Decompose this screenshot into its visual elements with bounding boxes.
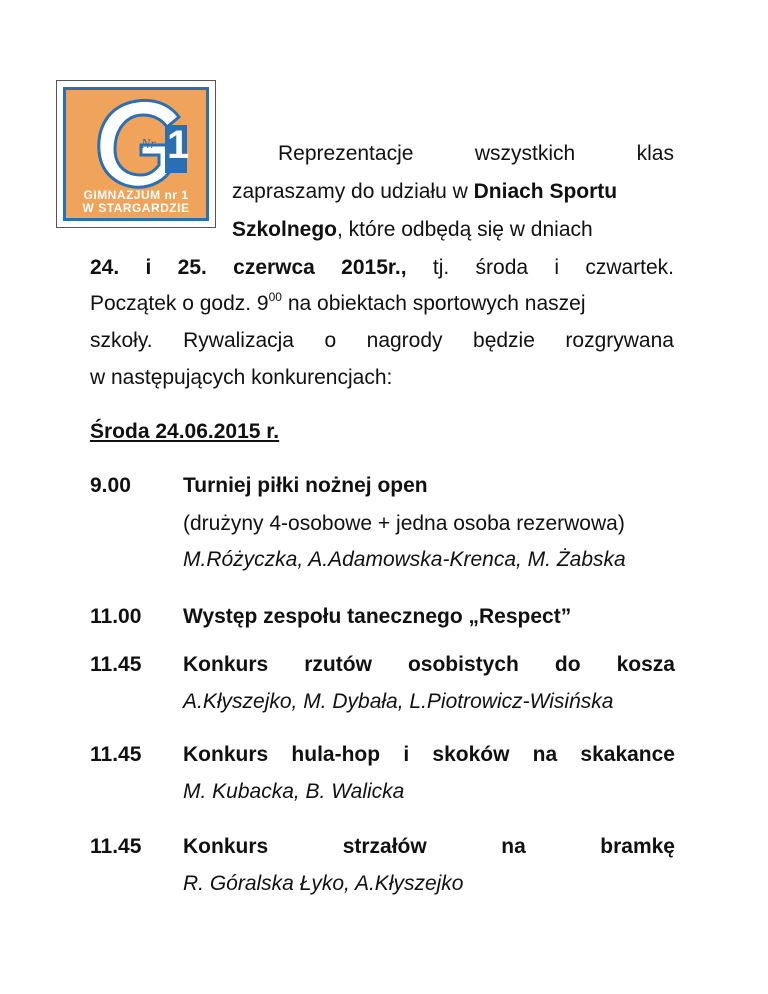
- word: Konkurs: [183, 743, 269, 766]
- word: bramkę: [600, 835, 675, 858]
- event-title: [183, 653, 675, 677]
- word: czwartek.: [585, 256, 674, 279]
- word: do: [554, 653, 581, 676]
- word: klas: [636, 142, 674, 165]
- intro-text: na obiektach sportowych naszej: [281, 292, 586, 315]
- event-time: 11.45: [90, 743, 142, 766]
- logo-caption: [63, 189, 209, 215]
- event-time: 11.00: [90, 605, 142, 628]
- word: na: [501, 835, 526, 858]
- word: Rywalizacja: [183, 329, 294, 352]
- word: i: [403, 743, 410, 766]
- event-title: [183, 743, 675, 767]
- event-staff: A.Kłyszejko, M. Dybała, L.Piotrowicz-Wisińska: [183, 690, 614, 713]
- intro-line-1: [278, 142, 674, 166]
- event-staff: M.Różyczka, A.Adamowska-Krenca, M. Żabska: [183, 548, 626, 571]
- event-title: Turniej piłki nożnej open: [183, 474, 428, 497]
- word: wszystkich: [474, 142, 576, 165]
- day-heading: Środa 24.06.2015 r.: [90, 420, 280, 443]
- logo-line2: W STARGARDZIE: [82, 201, 190, 215]
- word: będzie: [473, 329, 535, 352]
- event-time: 9.00: [90, 474, 131, 497]
- event-name-part2: Szkolnego: [232, 218, 338, 241]
- intro-text: zapraszamy do udziału w: [232, 180, 474, 203]
- date-part: 2015r.,: [341, 256, 407, 279]
- event-name-part1: Dniach Sportu: [473, 180, 618, 203]
- intro-text: Początek o godz. 9: [90, 292, 269, 315]
- logo-number: 1: [167, 123, 190, 167]
- date-part: i: [145, 256, 152, 279]
- word: skakance: [580, 743, 675, 766]
- word: o: [324, 329, 337, 352]
- word: środa: [475, 256, 529, 279]
- intro-line-4: [90, 256, 674, 280]
- intro-line-3: [232, 218, 593, 242]
- word: kosza: [616, 653, 675, 676]
- event-note: (drużyny 4-osobowe + jedna osoba rezerwowa): [183, 512, 625, 535]
- date-part: 24.: [90, 256, 120, 279]
- word: Konkurs: [183, 653, 269, 676]
- intro-line-6: [90, 329, 674, 353]
- word: nagrody: [366, 329, 443, 352]
- word: hula-hop: [291, 743, 381, 766]
- word: na: [532, 743, 558, 766]
- intro-text: , które odbędą się w dniach: [337, 218, 593, 241]
- word: osobistych: [407, 653, 519, 676]
- word: rozgrywana: [565, 329, 674, 352]
- time-superscript: 00: [268, 290, 282, 304]
- event-staff: M. Kubacka, B. Walicka: [183, 780, 405, 803]
- intro-line-5: [90, 292, 586, 316]
- event-time: 11.45: [90, 653, 142, 676]
- event-staff: R. Góralska Łyko, A.Kłyszejko: [183, 872, 464, 895]
- school-logo: [56, 80, 216, 228]
- word: rzutów: [304, 653, 372, 676]
- intro-line-2: [232, 180, 617, 204]
- logo-line1: GIMNAZJUM nr 1: [83, 188, 189, 202]
- word: skoków: [432, 743, 510, 766]
- event-title: [183, 835, 675, 859]
- word: Konkurs: [183, 835, 269, 858]
- word: szkoły.: [90, 329, 153, 352]
- date-part: czerwca: [233, 256, 315, 279]
- date-part: 25.: [177, 256, 207, 279]
- word: tj.: [432, 256, 450, 279]
- word: Reprezentacje: [278, 142, 414, 165]
- intro-line-7: w następujących konkurencjach:: [90, 366, 393, 389]
- word: i: [554, 256, 560, 279]
- word: strzałów: [342, 835, 427, 858]
- event-title: Występ zespołu tanecznego „Respect”: [183, 605, 572, 628]
- logo-nr: Nr: [141, 137, 156, 152]
- event-time: 11.45: [90, 835, 142, 858]
